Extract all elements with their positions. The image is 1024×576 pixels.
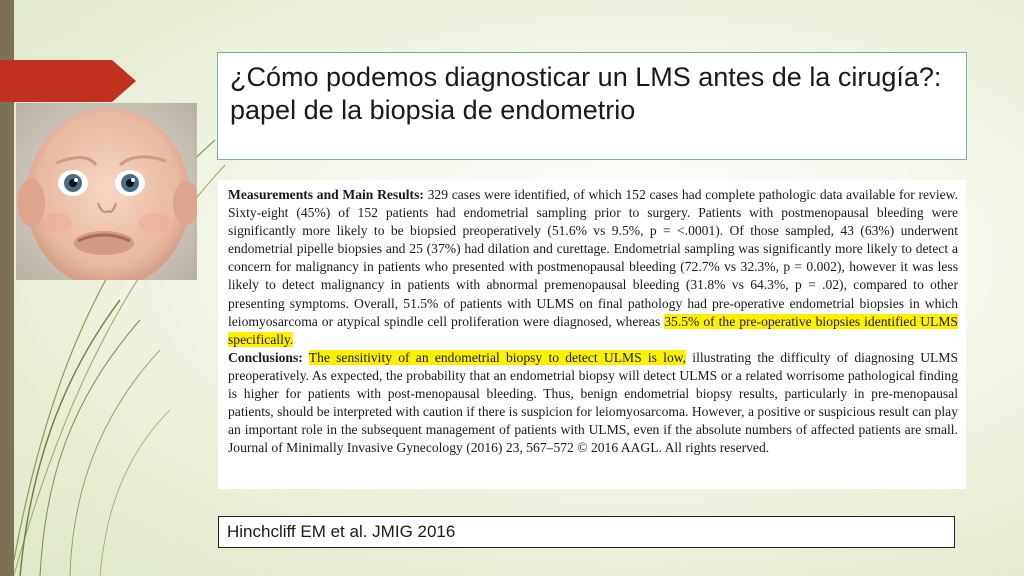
results-label: Measurements and Main Results: <box>228 187 424 202</box>
red-arrow-shape <box>0 60 136 102</box>
slide-title: ¿Cómo podemos diagnosticar un LMS antes de la cirugía?: papel de la biopsia de endometrio <box>230 62 942 125</box>
results-highlight: 35.5% of the pre-operative biopsies identified ULMS specifically. <box>228 313 958 347</box>
slide-title-box <box>217 52 967 160</box>
conclusions-label: Conclusions: <box>228 349 303 365</box>
baby-face-illustration <box>16 103 197 280</box>
citation-text: Hinchcliff EM et al. JMIG 2016 <box>227 522 456 541</box>
abstract-excerpt <box>218 180 966 489</box>
conclusions-text: illustrating the difficulty of diagnosing ULMS preoperatively. As expected, the probability that an endometrial biopsy will detect ULMS or a related worrisome pathological finding is higher for patients with post-menopausal bleeding. Thus, benign endometrial biopsy results, particularly in pre-menopausal patients, should be interpreted with caution if there is suspicion for leiomyosarcoma. However, a positive or suspicious result can play an important role in the subsequent management of patients with ULMS, even if the absolute numbers of affected patients are small. Journal of Minimally Invasive Gynecology (2016) 23, 567–572 © 2016 AAGL. All rights reserved. <box>228 349 959 456</box>
worried-baby-photo <box>16 103 197 280</box>
abstract-body <box>228 186 958 457</box>
conclusions-highlight: The sensitivity of an endometrial biopsy to detect ULMS is low, <box>308 349 687 365</box>
citation-box <box>218 516 955 548</box>
results-text: 329 cases were identified, of which 152 cases had complete pathologic data available for review. Sixty-eight (45%) of 152 patients had endometrial sampling prior to surgery. Patients with postmenopausal bleeding were significantly more likely to be biopsied preoperatively (51.6% vs 9.5%, p = <.0001). Of those sampled, 43 (63%) underwent endometrial pipelle biopsies and 25 (37%) had dilation and curettage. Endometrial sampling was significantly more likely to detect a concern for malignancy in patients who presented with postmenopausal bleeding (72.7% vs 32.3%, p = 0.002), however it was less likely to detect malignancy in patients with abnormal premenopausal bleeding (31.8% vs 64.3%, p = .02), compared to other presenting symptoms. Overall, 51.5% of patients with ULMS on final pathology had pre-operative endometrial biopsies in which leiomyosarcoma or atypical spindle cell proliferation were diagnosed, whereas <box>228 187 959 329</box>
